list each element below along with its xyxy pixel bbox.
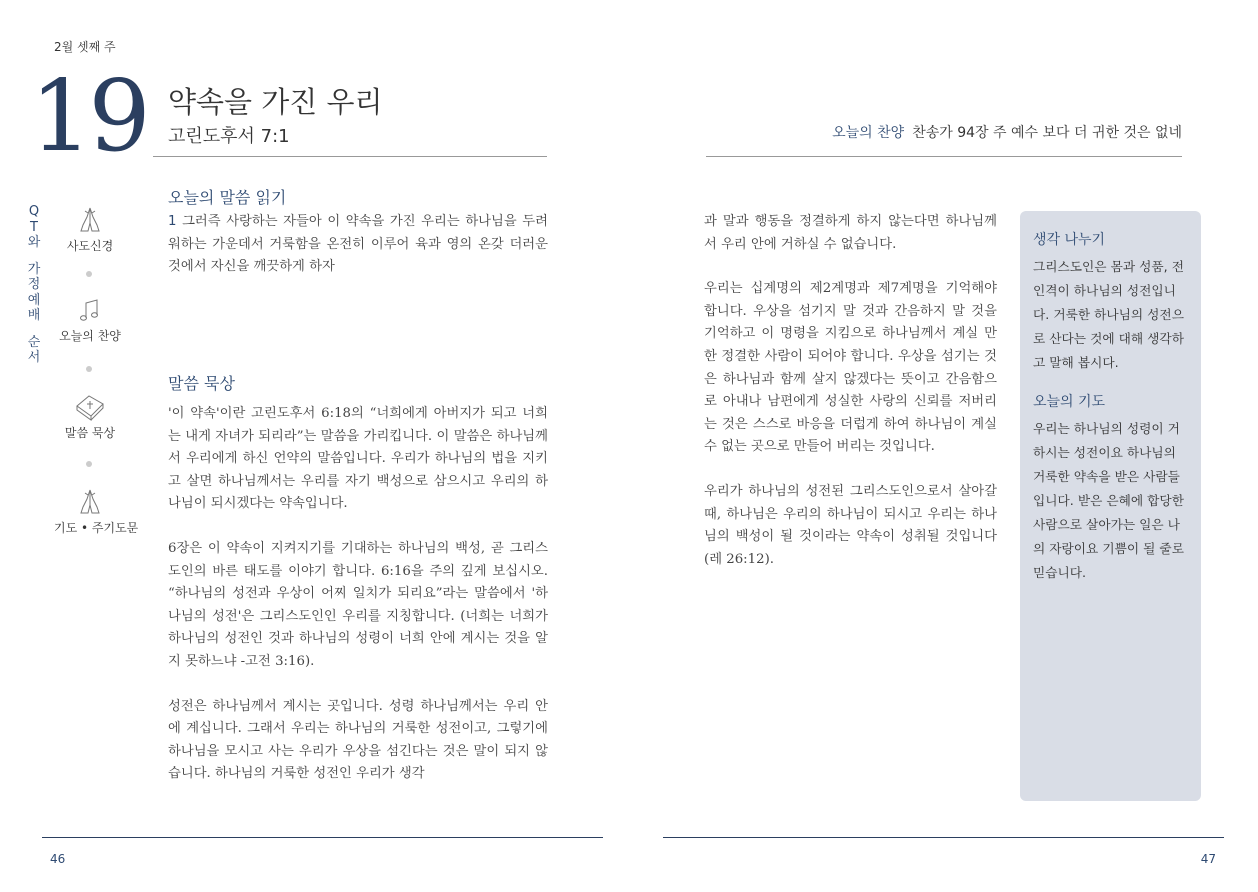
step-label: 오늘의 찬양 xyxy=(59,329,121,343)
step-label: 말씀 묵상 xyxy=(64,426,116,440)
prayer-heading: 오늘의 기도 xyxy=(1033,394,1106,410)
week-label: 2월 셋째 주 xyxy=(54,40,116,54)
day-number: 19 xyxy=(30,60,147,174)
reflection-box xyxy=(1020,211,1201,801)
vertical-char: 서 xyxy=(27,350,41,365)
vertical-gap xyxy=(26,324,42,335)
vertical-char: 순 xyxy=(27,334,41,350)
step-separator-dot xyxy=(86,366,92,372)
footer-divider-right xyxy=(663,837,1224,838)
vertical-char: T xyxy=(30,219,38,235)
praying-hands-icon xyxy=(75,205,105,235)
step-todays-hymn xyxy=(54,297,126,344)
hymn-label: 오늘의 찬양 xyxy=(832,125,905,141)
share-text: 그리스도인은 몸과 성품, 전인격이 하나님의 성전입니다. 거룩한 하나님의 성전으로 산다는 것에 대해 생각하고 말해 봅시다. xyxy=(1033,259,1184,370)
vertical-char: Q xyxy=(28,204,40,219)
hymn-text: 찬송가 94장 주 예수 보다 더 귀한 것은 없네 xyxy=(912,125,1182,141)
meditation-right-column xyxy=(704,211,997,593)
music-note-icon xyxy=(75,297,105,325)
step-label: 기도 • 주기도문 xyxy=(54,521,139,535)
step-separator-dot xyxy=(86,461,92,467)
step-apostles-creed xyxy=(54,205,126,254)
page-title: 약속을 가진 우리 xyxy=(168,85,383,119)
meditation-paragraph: '이 약속'이란 고린도후서 6:18의 “너희에게 아버지가 되고 너희는 내게 자녀가 되리라”는 말씀을 가리킵니다. 이 말씀은 하나님께서 우리에게 하신 언약의 말씀입니다. 우리가 하나님의 법을 지키고 살면 하나님께서는 우리를 자기 백성으로 삼으시고 우리의 하나님이 되시겠다는 약속입니다. xyxy=(168,406,548,512)
qt-order-vertical-label xyxy=(26,204,42,366)
page-number-left: 46 xyxy=(50,852,66,866)
step-separator-dot xyxy=(86,271,92,277)
scripture-reference: 고린도후서 7:1 xyxy=(168,126,290,147)
meditation-left-column xyxy=(168,403,548,808)
vertical-char: 정 xyxy=(27,277,41,292)
meditation-paragraph: 6장은 이 약속이 지켜지기를 기대하는 하나님의 백성, 곧 그리스도인의 바른 태도를 이야기 합니다. 6:16을 주의 깊게 보십시오. “하나님의 성전과 우상이 어찌 일치가 되리요”라는 말씀에서 '하나님의 성전'은 그리스도인인 우리를 지칭합니다. (너희는 너희가 하나님의 성전인 것과 하나님의 성령이 너희 안에 계시는 것을 알지 못하느냐 -고전 3:16). xyxy=(168,540,548,669)
vertical-char: 와 xyxy=(27,235,41,250)
meditation-heading: 말씀 묵상 xyxy=(168,374,235,393)
step-label: 사도신경 xyxy=(66,239,114,253)
verse-number: 1 xyxy=(168,214,177,229)
meditation-paragraph: 과 말과 행동을 정결하게 하지 않는다면 하나님께서 우리 안에 거하실 수 없습니다. xyxy=(704,214,997,252)
vertical-char: 배 xyxy=(27,308,41,323)
hymn-line xyxy=(832,122,1182,142)
share-heading: 생각 나누기 xyxy=(1033,232,1106,248)
vertical-gap xyxy=(26,251,42,262)
verse-text: 그러즉 사랑하는 자들아 이 약속을 가진 우리는 하나님을 두려워하는 가운데서 거룩함을 온전히 이루어 육과 영의 온갖 더러운 것에서 자신을 깨끗하게 하자 xyxy=(168,214,548,275)
prayer-text: 우리는 하나님의 성령이 거하시는 성전이요 하나님의 거룩한 약속을 받은 사람들입니다. 받은 은혜에 합당한 사람으로 살아가는 일은 나의 자랑이요 기쁨이 될 줄로 믿습니다. xyxy=(1033,421,1184,580)
meditation-paragraph: 성전은 하나님께서 계시는 곳입니다. 성령 하나님께서는 우리 안에 계십니다. 그래서 우리는 하나님의 거룩한 성전이고, 그렇기에 하나님을 모시고 사는 우리가 우상을 섬긴다는 것은 말이 되지 않습니다. 하나님의 거룩한 성전인 우리가 생각 xyxy=(168,698,548,782)
praying-hands-icon xyxy=(75,487,105,517)
bible-icon xyxy=(73,392,107,422)
vertical-char: 예 xyxy=(27,292,41,308)
step-prayer xyxy=(54,487,139,536)
step-meditation xyxy=(54,392,126,441)
page-number-right: 47 xyxy=(1200,852,1216,866)
footer-divider-left xyxy=(42,837,603,838)
meditation-paragraph: 우리는 십계명의 제2계명과 제7계명을 기억해야 합니다. 우상을 섬기지 말 것과 간음하지 말 것을 기억하고 이 명령을 지킴으로 하나님께서 계실 만한 정결한 사람이 되어야 합니다. 우상을 섬기는 것은 하나님과 함께 살지 않겠다는 뜻이고 간음함으로 아내나 남편에게 성실한 사랑의 신뢰를 저버리는 것은 스스로 바응을 더럽게 하여 하나님이 계실 수 없는 곳으로 만들어 버리는 것입니다. xyxy=(704,281,997,455)
header-divider-left xyxy=(153,156,547,157)
header-divider-right xyxy=(706,156,1182,157)
vertical-char: 가 xyxy=(27,261,41,277)
reading-heading: 오늘의 말씀 읽기 xyxy=(168,188,287,207)
scripture-text xyxy=(168,211,548,279)
meditation-paragraph: 우리가 하나님의 성전된 그리스도인으로서 살아갈 때, 하나님은 우리의 하나님이 되시고 우리는 하나님의 백성이 될 것이라는 약속이 성취될 것입니다(레 26:12). xyxy=(704,483,997,567)
